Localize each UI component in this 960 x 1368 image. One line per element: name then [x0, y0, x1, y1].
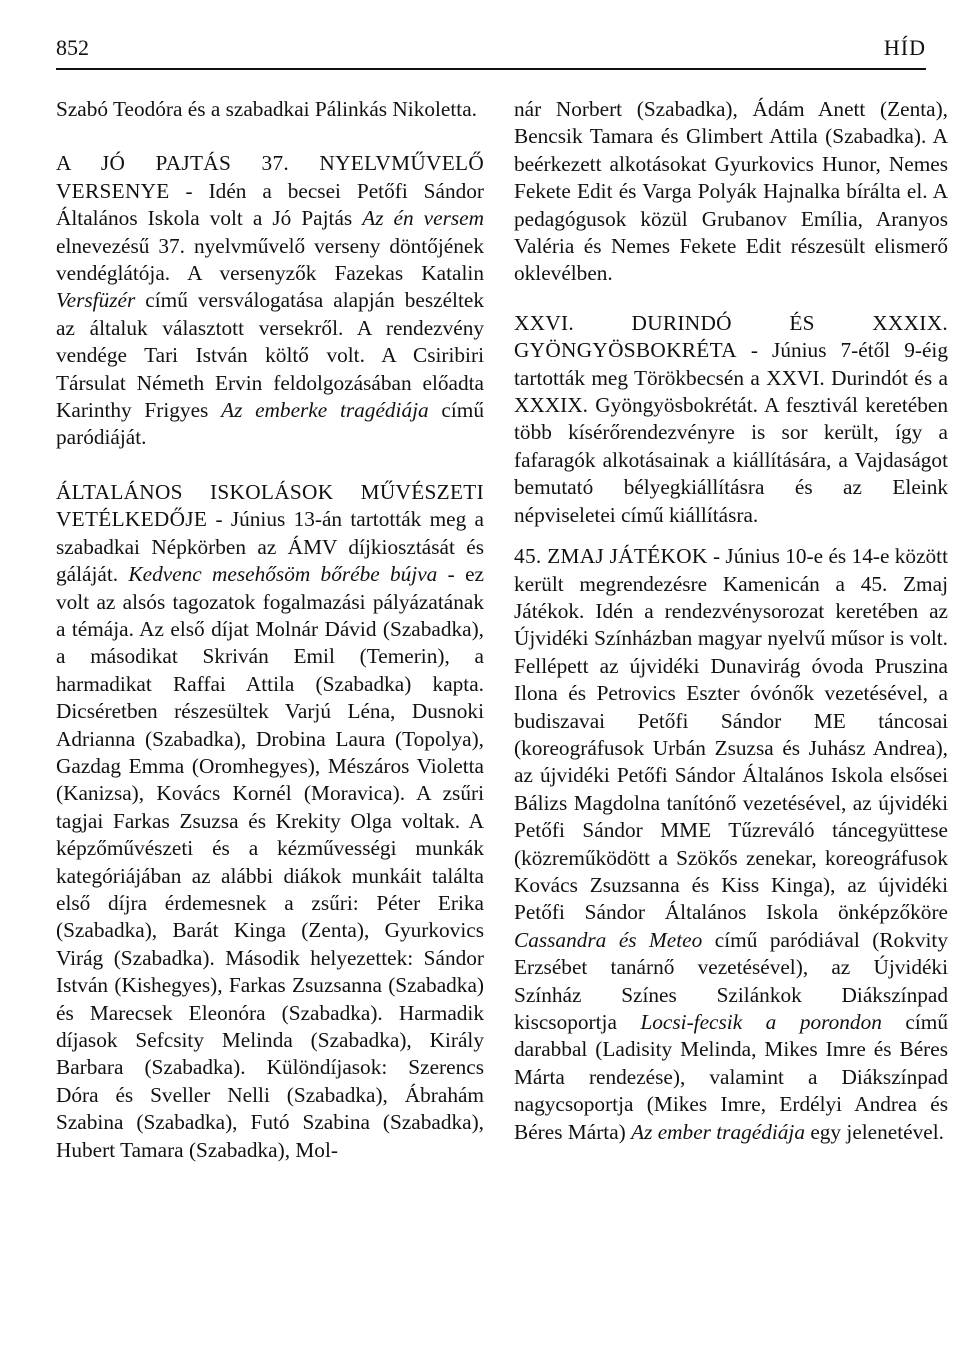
- section-heading: ÁLTALÁNOS ISKOLÁSOK MŰVÉSZETI VETÉLKEDŐJE: [56, 479, 484, 532]
- journal-name: HÍD: [883, 35, 926, 60]
- paragraph-amv: ÁLTALÁNOS ISKOLÁSOK MŰVÉSZETI VETÉLKEDŐJE - Június 13-án tartották meg a szabadkai Népkörben az ÁMV díjkiosztását és gáláját. Kedvenc mesehősöm bőrébe bújva - ez volt az alsós tagozatok fogalmazási pályázatának a témája. Az első díjat Molnár Dávid (Szabadka), a másodikat Skriván Emil (Temerin), a harmadikat Raffai Attila (Szabadka) kapta. Dicséretben részesültek Varjú Léna, Dusnoki Adrianna (Szabadka), Drobina Laura (Topolya), Gazdag Emma (Oromhegyes), Mészáros Violetta (Kanizsa), Kovács Kornél (Moravica). A zsűri tagjai Farkas Zsuzsa és Krekity Olga voltak. A képzőművészeti és a kézművességi munkák kategóriájában az alábbi diákok munkáit találta első díjra érdemesnek a zsűri: Péter Erika (Szabadka), Barát Kinga (Zenta), Gyurkovics Virág (Szabadka). Második helyezettek: Sándor István (Kishegyes), Farkas Zsuzsanna (Szabadka) és Marecsek Eleonóra (Szabadka). Harmadik díjasok Sefcsity Melinda (Szabadka), Király Barbara (Szabadka). Különdíjasok: Szerencs Dóra és Sveller Nelli (Szabadka), Ábrahám Szabina (Szabadka), Futó Szabina (Szabadka), Hubert Tamara (Szabadka), Mol-: [56, 479, 484, 1162]
- italic-title: Az emberke tragédiája: [221, 398, 429, 423]
- paragraph-durindo: XXVI. DURINDÓ ÉS XXXIX. GYÖNGYÖSBOKRÉTA - Június 7-étől 9-éig tartották meg Törökbecsén a XXVI. Durindót és a XXXIX. Gyöngyösbokrétát. A fesztivál keretében több kísérőrendezvényre is sor került, így a fafaragók alkotásainak a kiállítására, a Vajdaságot bemutató bélyegkiállításra és az Eleink népviseletei című kiállításra.: [514, 310, 948, 527]
- italic-title: Versfüzér: [56, 288, 136, 313]
- section-heading: A JÓ PAJTÁS 37. NYELVMŰVELŐ VERSENYE: [56, 151, 484, 203]
- paragraph-jo-pajtas: A JÓ PAJTÁS 37. NYELVMŰVELŐ VERSENYE - Idén a becsei Petőfi Sándor Általános Iskola volt a Jó Pajtás Az én versem elnevezésű 37. nyelvművelő verseny döntőjének vendéglátója. A versenyzők Fazekas Katalin Versfüzér című versválogatása alapján beszéltek az általuk választott versekről. A rendezvény vendége Tari István költő volt. A Csiribiri Társulat Németh Ervin feldolgozásában előadta Karinthy Frigyes Az emberke tragédiája című paródiáját.: [56, 151, 484, 450]
- page-number: 852: [56, 35, 89, 60]
- paragraph-zmaj: 45. ZMAJ JÁTÉKOK - Június 10-e és 14-e között került megrendezésre Kamenicán a 45. Zmaj Játékok. Idén a rendezvénysorozat keretében az Újvidéki Színházban magyar nyelvű műsor is volt. Fellépett az újvidéki Dunavirág óvoda Pruszina Ilona és Petrovics Eszter óvónők vezetésével, a budiszavai Petőfi Sándor ME táncosai (koreográfusok Urbán Zsuzsa és Juhász Andrea), az újvidéki Petőfi Sándor Általános Iskola elsősei Bálizs Magdolna tanítónő vezetésével, az újvidéki Petőfi Sándor MME Tűzreváló táncegyüttese (közreműködött a Szökős zenekar, koreográfusok Kovács Zsuzsanna és Kiss Kinga), az újvidéki Petőfi Sándor Általános Iskola önképzőköre Cassandra és Meteo című paródiával (Rokvity Erzsébet tanárnő vezetésével), az Újvidéki Színház Színes Szilánkok Diákszínpad kiscsoportja Locsi-fecsik a porondon című darabbal (Ladisity Melinda, Mikes Imre és Béres Márta rendezése), valamint a Diákszínpad nagycsoportja (Mikes Imre, Erdélyi Andrea és Béres Márta) Az ember tragédiája egy jelenetével.: [514, 544, 948, 1144]
- paragraph-right-1: nár Norbert (Szabadka), Ádám Anett (Zenta), Bencsik Tamara és Glimbert Attila (Szabadka). A beérkezett alkotásokat Gyurkovics Hunor, Nemes Fekete Edit és Varga Polyák Hajnalka bírálta el. A pedagógusok közül Grubanov Emília, Aranyos Valéria és Nemes Fekete Edit részesült elismerő oklevélben.: [514, 97, 948, 286]
- italic-title: Cassandra és Meteo: [514, 927, 703, 952]
- section-heading: XXVI. DURINDÓ ÉS XXXIX. GYÖNGYÖSBOKRÉTA: [514, 310, 948, 363]
- right-column: [514, 96, 948, 1146]
- italic-title: Az ember tragédiája: [631, 1119, 805, 1144]
- header-rule: [56, 68, 926, 70]
- left-column: [56, 96, 484, 1164]
- section-heading: 45. ZMAJ JÁTÉKOK: [514, 544, 708, 569]
- italic-title: Kedvenc mesehősöm bőrébe bújva: [128, 562, 438, 587]
- paragraph-left-1: Szabó Teodóra és a szabadkai Pálinkás Nikoletta.: [56, 97, 477, 121]
- italic-title: Locsi-fecsik a porondon: [640, 1010, 882, 1034]
- italic-title: Az én versem: [362, 206, 484, 231]
- page-header: [56, 30, 926, 70]
